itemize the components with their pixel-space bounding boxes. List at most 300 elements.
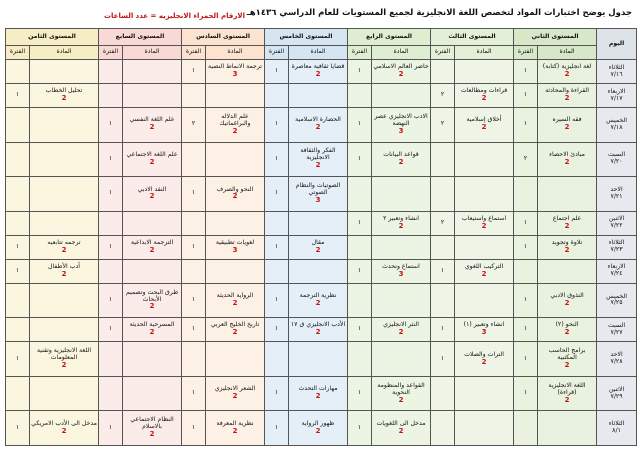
subject-cell — [289, 177, 348, 212]
credit-hours: 2 — [61, 361, 67, 370]
subject-name: قواعد البيانات — [383, 150, 419, 158]
period-cell — [99, 84, 123, 108]
period-cell: ١ — [348, 376, 372, 411]
credit-hours: 2 — [481, 269, 487, 278]
period-cell: ١ — [182, 235, 206, 259]
period-cell: ١ — [431, 318, 455, 342]
day-name: الثلاثاء — [608, 63, 625, 71]
day-date: ٧/٢٥ — [610, 299, 623, 307]
day-date: ٧/٢٤ — [610, 270, 623, 278]
subject-name: طرق البحث وتصميم الأبحاث — [125, 288, 179, 303]
subject-cell — [455, 235, 514, 259]
period-cell: ١ — [265, 142, 289, 177]
subject-cell — [289, 318, 348, 342]
period-cell — [348, 342, 372, 377]
subject-cell — [123, 235, 182, 259]
period-header: الفترة — [514, 46, 538, 60]
subject-cell — [30, 342, 99, 377]
period-cell: ١ — [514, 283, 538, 318]
period-cell: ١ — [265, 411, 289, 446]
level-header: المستوى الثالث — [431, 29, 514, 46]
period-cell — [265, 211, 289, 235]
subject-name: أخلاق إسلامية — [466, 116, 502, 124]
day-name: الاثنين — [608, 215, 625, 223]
period-header: الفترة — [348, 46, 372, 60]
subject-cell — [123, 283, 182, 318]
subject-cell — [206, 259, 265, 283]
day-name: السبت — [607, 321, 626, 329]
period-cell: ١ — [182, 318, 206, 342]
credit-hours: 2 — [398, 395, 404, 404]
day-date: ٨/١ — [612, 427, 621, 435]
subject-cell — [206, 84, 265, 108]
subject-name: لغة انجليزية (كتابة) — [542, 63, 592, 71]
schedule-row — [6, 60, 637, 84]
period-cell: ١ — [182, 60, 206, 84]
credit-hours: 2 — [232, 328, 238, 337]
credit-hours: 2 — [564, 94, 570, 103]
subject-header: المادة — [455, 46, 514, 60]
period-cell — [6, 283, 30, 318]
subject-cell — [538, 342, 597, 377]
credit-hours: 2 — [315, 70, 321, 79]
subject-name: مدخل الى اللغويات — [376, 419, 426, 427]
level-header: المستوى الرابع — [348, 29, 431, 46]
period-cell: ١ — [99, 177, 123, 212]
period-cell: ١ — [348, 142, 372, 177]
subject-name: القواعد والمنظومة النحوية — [377, 381, 425, 396]
day-name: السبت — [607, 151, 626, 159]
page-title: جدول يوضح اختبارات المواد لتخصص اللغة الانجليزية لجميع المستويات للعام الدراسي ١٤٣٦هـ — [246, 8, 632, 18]
subject-name: نظرية المعرفة — [216, 419, 254, 427]
subject-name: مدخل الى الأدب الامريكي — [31, 419, 97, 427]
period-cell — [6, 318, 30, 342]
subject-name: قراءات ومطالعات — [460, 87, 508, 95]
subject-cell — [206, 376, 265, 411]
subject-name: الصوتيات والنظام الصوتي — [295, 182, 341, 196]
schedule-row — [6, 259, 637, 283]
day-date: ٧/٢٩ — [610, 392, 623, 400]
credit-hours: 2 — [398, 221, 404, 230]
period-cell: ١ — [265, 108, 289, 143]
subject-cell — [538, 60, 597, 84]
credit-hours: 2 — [149, 192, 155, 201]
credit-hours: 2 — [315, 426, 321, 435]
schedule-row — [6, 235, 637, 259]
subject-cell — [206, 342, 265, 377]
credit-hours: 2 — [149, 302, 155, 311]
subject-cell — [289, 108, 348, 143]
credit-hours: 2 — [61, 269, 67, 278]
period-cell: ١ — [182, 177, 206, 212]
subject-cell — [372, 235, 431, 259]
day-cell — [597, 211, 637, 235]
schedule-row — [6, 211, 637, 235]
subject-name: النقد الادبي — [137, 185, 167, 193]
credit-hours: 2 — [232, 192, 238, 201]
credit-hours: 2 — [232, 126, 238, 135]
day-cell — [597, 259, 637, 283]
day-date: ٧/٢١ — [610, 192, 623, 200]
period-cell: ١ — [348, 60, 372, 84]
day-name: الخميس — [606, 116, 627, 124]
credit-hours: 2 — [149, 328, 155, 337]
subject-header: المادة — [206, 46, 265, 60]
subject-cell — [372, 84, 431, 108]
period-cell: ١ — [514, 60, 538, 84]
period-cell — [99, 259, 123, 283]
subject-name: انشاء وتعبير (١) — [463, 321, 505, 329]
subject-name: استماع واستيعاب — [461, 214, 507, 222]
credit-hours: 2 — [315, 123, 321, 132]
period-cell: ١ — [182, 411, 206, 446]
schedule-row — [6, 318, 637, 342]
credit-hours: 2 — [315, 392, 321, 401]
subject-cell — [455, 108, 514, 143]
subject-name: الترجمة الابداعية — [130, 238, 174, 246]
period-cell: ٢ — [514, 142, 538, 177]
subject-cell — [372, 259, 431, 283]
subject-name: علم اللغة الاجتماعي — [126, 150, 178, 158]
subject-name: علم اللغة النفسي — [129, 116, 175, 124]
subject-cell — [289, 142, 348, 177]
schedule-row — [6, 84, 637, 108]
period-cell: ١ — [514, 84, 538, 108]
subject-cell — [30, 283, 99, 318]
subject-cell — [372, 142, 431, 177]
subject-cell — [206, 283, 265, 318]
period-cell — [99, 60, 123, 84]
period-cell — [514, 411, 538, 446]
level-header: المستوى الثاني — [514, 29, 597, 46]
subject-cell — [538, 411, 597, 446]
period-cell: ١ — [514, 211, 538, 235]
day-cell — [597, 235, 637, 259]
period-cell — [265, 259, 289, 283]
period-cell: ١ — [99, 108, 123, 143]
period-cell: ١ — [99, 142, 123, 177]
subject-name: نظرية الترجمة — [299, 292, 337, 300]
subject-cell — [372, 318, 431, 342]
period-cell: ١ — [99, 318, 123, 342]
subject-name: النظام الاجتماعي بالاسلام — [130, 416, 174, 431]
subject-cell — [455, 376, 514, 411]
subject-name: قضايا ثقافية معاصرة — [291, 63, 345, 71]
period-cell: ١ — [6, 411, 30, 446]
level-header: المستوى الخامس — [265, 29, 348, 46]
period-cell — [182, 211, 206, 235]
credit-hours: 2 — [398, 70, 404, 79]
subject-cell — [538, 318, 597, 342]
day-date: ٧/١٨ — [610, 123, 623, 131]
credit-hours: 2 — [564, 395, 570, 404]
subject-cell — [206, 142, 265, 177]
period-cell — [182, 84, 206, 108]
credit-hours: 2 — [564, 221, 570, 230]
subject-name: حاضر العالم الاسلامي — [373, 63, 429, 71]
credit-hours: 2 — [564, 157, 570, 166]
level-header-row — [6, 29, 637, 46]
subject-cell — [538, 259, 597, 283]
subject-cell — [30, 108, 99, 143]
subject-cell — [455, 142, 514, 177]
period-cell — [265, 84, 289, 108]
subject-cell — [455, 342, 514, 377]
day-cell — [597, 342, 637, 377]
period-cell: ١ — [99, 283, 123, 318]
period-cell — [99, 376, 123, 411]
subject-cell — [123, 259, 182, 283]
credit-hours: 2 — [149, 245, 155, 254]
period-cell — [6, 60, 30, 84]
subject-cell — [289, 283, 348, 318]
period-cell: ١ — [431, 259, 455, 283]
subject-name: الحضارة الاسلامية — [295, 116, 341, 124]
credit-hours: 2 — [398, 157, 404, 166]
subject-cell — [206, 411, 265, 446]
period-cell — [182, 142, 206, 177]
period-cell: ١ — [6, 259, 30, 283]
period-cell: ١ — [265, 235, 289, 259]
period-cell: ٢ — [431, 211, 455, 235]
period-cell — [6, 376, 30, 411]
subject-name: اللغة الانجليزية (قراءة) — [548, 381, 586, 396]
credit-hours: 3 — [481, 328, 487, 337]
period-cell: ١ — [265, 318, 289, 342]
period-cell: ١ — [6, 84, 30, 108]
subject-cell — [538, 283, 597, 318]
credit-hours: 3 — [398, 126, 404, 135]
schedule-row — [6, 411, 637, 446]
subject-cell — [372, 60, 431, 84]
subject-cell — [206, 177, 265, 212]
day-name: الثلاثاء — [608, 239, 625, 247]
credit-hours: 2 — [232, 392, 238, 401]
day-cell — [597, 318, 637, 342]
credit-hours: 3 — [232, 70, 238, 79]
credit-hours: 2 — [481, 123, 487, 132]
subject-cell — [455, 177, 514, 212]
subject-name: مهارات التحدث — [298, 385, 338, 393]
period-cell: ٢ — [431, 108, 455, 143]
subject-cell — [30, 177, 99, 212]
period-header: الفترة — [265, 46, 289, 60]
schedule-row — [6, 177, 637, 212]
subject-name: النحو (٢) — [555, 321, 579, 329]
period-cell — [265, 342, 289, 377]
period-cell — [182, 259, 206, 283]
subject-header: المادة — [289, 46, 348, 60]
subject-name: أدب الأطفال — [48, 262, 80, 270]
credit-hours: 2 — [564, 361, 570, 370]
subject-name: الادب الانجليزي عصر النهضة — [374, 112, 428, 127]
day-cell — [597, 283, 637, 318]
day-date: ٧/١٦ — [610, 70, 623, 78]
period-cell — [431, 411, 455, 446]
day-name: الخميس — [606, 292, 627, 300]
subject-name: التذوق الادبي — [550, 292, 584, 300]
subject-cell — [372, 283, 431, 318]
subject-cell — [30, 60, 99, 84]
credit-hours: 3 — [232, 245, 238, 254]
credit-hours: 2 — [564, 123, 570, 132]
period-cell: ٢ — [182, 108, 206, 143]
period-cell: ١ — [514, 235, 538, 259]
period-cell: ١ — [265, 376, 289, 411]
subject-cell — [30, 259, 99, 283]
period-cell: ١ — [348, 259, 372, 283]
period-cell — [431, 177, 455, 212]
subject-cell — [123, 84, 182, 108]
period-cell: ١ — [99, 235, 123, 259]
period-cell — [99, 211, 123, 235]
subject-name: ترجمة الانماط النصية — [208, 63, 262, 71]
exam-schedule-table — [5, 28, 637, 446]
period-cell: ١ — [265, 177, 289, 212]
period-cell: ٢ — [431, 84, 455, 108]
subject-cell — [455, 318, 514, 342]
subject-cell — [289, 259, 348, 283]
credit-hours: 2 — [149, 430, 155, 439]
subject-cell — [455, 60, 514, 84]
period-cell — [514, 177, 538, 212]
period-cell — [6, 108, 30, 143]
day-date: ٧/٢٨ — [610, 358, 623, 366]
period-header: الفترة — [6, 46, 30, 60]
credit-hours: 2 — [232, 299, 238, 308]
subject-cell — [455, 84, 514, 108]
level-header: المستوى الثامن — [6, 29, 99, 46]
period-cell: ١ — [6, 235, 30, 259]
subject-cell — [30, 411, 99, 446]
level-header: المستوى السادس — [182, 29, 265, 46]
credit-hours: 2 — [481, 221, 487, 230]
credit-hours: 3 — [315, 195, 321, 204]
subject-cell — [123, 211, 182, 235]
period-cell: ١ — [514, 376, 538, 411]
subject-name: ظهور الرواية — [301, 419, 335, 427]
subject-name: الشعر الانجليزي — [214, 385, 256, 393]
credit-hours: 2 — [61, 94, 67, 103]
period-header: الفترة — [431, 46, 455, 60]
period-cell: ١ — [514, 342, 538, 377]
subject-cell — [123, 411, 182, 446]
subject-cell — [538, 142, 597, 177]
subject-cell — [289, 235, 348, 259]
day-name: الاحد — [610, 351, 623, 359]
subject-name: القراءة والمحادثة — [545, 87, 589, 95]
period-header: الفترة — [182, 46, 206, 60]
credit-hours: 2 — [564, 245, 570, 254]
subject-cell — [538, 376, 597, 411]
credit-hours: 2 — [564, 70, 570, 79]
day-name: الثلاثاء — [608, 420, 625, 428]
schedule-row — [6, 283, 637, 318]
subject-cell — [538, 235, 597, 259]
subject-name: الفكر والثقافة الانجليزية — [300, 147, 336, 162]
subject-name: الرواية الحديثة — [216, 292, 254, 300]
day-cell — [597, 177, 637, 212]
credit-hours: 2 — [149, 123, 155, 132]
day-date: ٧/٢٠ — [610, 158, 623, 166]
subject-cell — [30, 376, 99, 411]
day-cell — [597, 108, 637, 143]
subject-cell — [372, 376, 431, 411]
day-name: الاربعاء — [607, 87, 626, 95]
subject-name: لغويات تطبيقية — [215, 238, 255, 246]
period-cell — [348, 235, 372, 259]
subject-name: تحليل الخطاب — [45, 87, 83, 95]
subject-header: المادة — [30, 46, 99, 60]
period-cell — [348, 283, 372, 318]
credit-hours: 2 — [481, 357, 487, 366]
subject-name: التركيب اللغوي — [464, 262, 504, 270]
subject-name: انشاء وتعبير ٢ — [383, 214, 419, 222]
subject-name: ترجمه تتابعيه — [47, 238, 81, 246]
period-cell: ١ — [265, 60, 289, 84]
subject-name: الترات والصلات — [464, 350, 504, 358]
subject-name: استماع وتحدث — [382, 262, 420, 270]
subject-cell — [30, 211, 99, 235]
subject-cell — [289, 84, 348, 108]
period-cell: ١ — [6, 342, 30, 377]
subject-name: النحو والصرف — [216, 185, 254, 193]
subject-cell — [30, 142, 99, 177]
day-name: الاثنين — [608, 385, 625, 393]
subject-cell — [206, 108, 265, 143]
credit-hours: 2 — [149, 157, 155, 166]
period-cell: ١ — [514, 318, 538, 342]
subject-cell — [372, 177, 431, 212]
credit-hours: 2 — [398, 328, 404, 337]
period-cell: ١ — [182, 376, 206, 411]
subject-cell — [123, 177, 182, 212]
credit-hours: 2 — [61, 426, 67, 435]
subject-cell — [538, 177, 597, 212]
credit-hours: 2 — [398, 426, 404, 435]
subject-header: المادة — [372, 46, 431, 60]
subject-cell — [289, 411, 348, 446]
subject-cell — [372, 342, 431, 377]
period-cell — [431, 235, 455, 259]
subject-cell — [123, 376, 182, 411]
credit-hours: 2 — [481, 94, 487, 103]
subject-cell — [206, 211, 265, 235]
subject-cell — [289, 211, 348, 235]
credit-hours: 2 — [232, 426, 238, 435]
subject-cell — [30, 84, 99, 108]
credit-hours: 2 — [315, 328, 321, 337]
subject-cell — [123, 342, 182, 377]
period-cell — [6, 211, 30, 235]
period-cell — [182, 342, 206, 377]
schedule-row — [6, 142, 637, 177]
hours-note: الارقام الحمراء الانجليزيه = عدد الساعات — [104, 12, 246, 20]
subject-name: فقه السيره — [552, 116, 582, 124]
subject-cell — [289, 342, 348, 377]
day-date: ٧/٢٢ — [610, 222, 623, 230]
credit-hours: 2 — [61, 245, 67, 254]
subject-cell — [538, 84, 597, 108]
day-cell — [597, 376, 637, 411]
subject-cell — [289, 60, 348, 84]
credit-hours: 2 — [564, 299, 570, 308]
subject-name: تلاوة وتجويد — [551, 238, 583, 246]
subject-cell — [455, 211, 514, 235]
subject-cell — [538, 211, 597, 235]
schedule-row — [6, 342, 637, 377]
day-cell — [597, 142, 637, 177]
